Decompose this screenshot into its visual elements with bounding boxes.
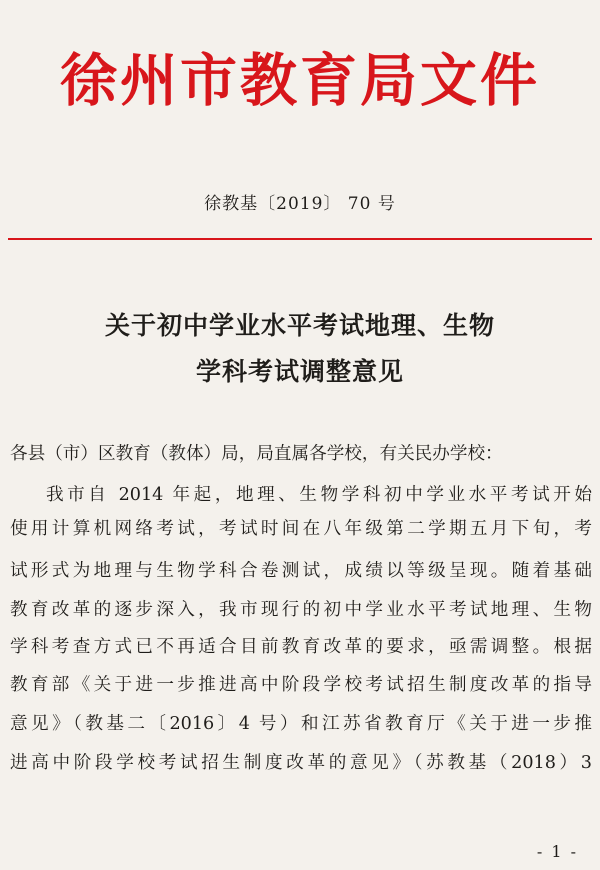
body-line: 学科考查方式已不再适合目前教育改革的要求，亟需调整。根据 xyxy=(10,637,592,657)
body-line: 使用计算机网络考试，考试时间在八年级第二学期五月下旬，考 xyxy=(10,519,592,539)
issuer-masthead: 徐州市教育局文件 xyxy=(60,47,540,114)
salutation: 各县（市）区教育（教体）局，局直属各学校，有关民办学校： xyxy=(10,444,503,464)
body-line: 我市自 2014 年起，地理、生物学科初中学业水平考试开始 xyxy=(46,485,592,505)
body-line: 意见》（教基二〔2016〕4 号）和江苏省教育厅《关于进一步推 xyxy=(10,714,592,734)
document-title-line-1: 关于初中学业水平考试地理、生物 xyxy=(104,311,495,340)
body-line: 进高中阶段学校考试招生制度改革的意见》（苏教基（2018）3 xyxy=(10,753,592,773)
body-line: 教育部《关于进一步推进高中阶段学校考试招生制度改革的指导 xyxy=(10,675,592,695)
document-number: 徐教基〔2019〕 70 号 xyxy=(204,194,396,214)
header-divider-rule xyxy=(8,238,592,240)
body-line: 教育改革的逐步深入，我市现行的初中学业水平考试地理、生物 xyxy=(10,600,592,620)
page-number: - 1 - xyxy=(536,842,578,861)
body-line: 试形式为地理与生物学科合卷测试，成绩以等级呈现。随着基础 xyxy=(10,561,592,581)
document-title-line-2: 学科考试调整意见 xyxy=(195,357,404,386)
